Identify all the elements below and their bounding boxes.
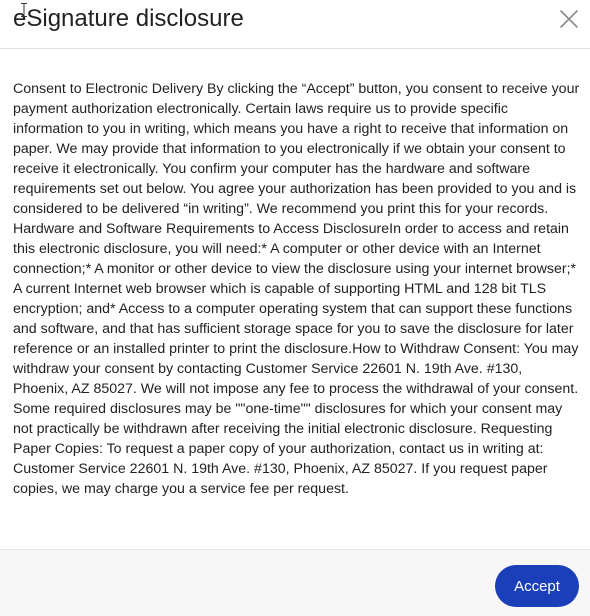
disclosure-text: Consent to Electronic Delivery By clicking the “Accept” button, you consent to receive your payment authorization electronically. Certain laws require us to provide specific information to you in writing, which means you have a right to receive that information on paper. We may provide that information to you electronically if we obtain your consent to receive it electronically. You confirm your computer has the hardware and software requirements set out below. You agree your authorization has been provided to you and is considered to be delivered “in writing”. We recommend you print this for your records. Hardware and Software Requirements to Access DisclosureIn order to access and retain this electronic disclosure, you will need:* A computer or other device with an Internet connection;* A monitor or other device to view the disclosure using your internet browser;* A current Internet web browser which is capable of supporting HTML and 128 bit TLS encryption; and* Access to a computer operating system that can support these functions and software, and that has sufficient storage space for you to save the disclosure for later reference or an installed printer to print the disclosure.How to Withdraw Consent: You may withdraw your consent by contacting Customer Service 22601 N. 19th Ave. #130, Phoenix, AZ 85027. We will not impose any fee to process the withdrawal of your consent. Some required disclosures may be ""one-time"" disclosures for which your consent may not practically be withdrawn after receiving the initial electronic disclosure. Requesting Paper Copies: To request a paper copy of your authorization, contact us in writing at: Customer Service 22601 N. 19th Ave. #130, Phoenix, AZ 85027. If you request paper copies, we may charge you a service fee per request. bbox=[13, 81, 580, 497]
dialog-header bbox=[0, 0, 590, 49]
close-button[interactable] bbox=[558, 8, 580, 30]
dialog-title: eSignature disclosure bbox=[13, 5, 244, 32]
accept-button[interactable]: Accept bbox=[495, 565, 579, 607]
dialog-footer bbox=[0, 549, 590, 616]
text-cursor-icon bbox=[21, 3, 27, 17]
close-icon bbox=[558, 8, 580, 30]
dialog-body bbox=[0, 49, 590, 549]
